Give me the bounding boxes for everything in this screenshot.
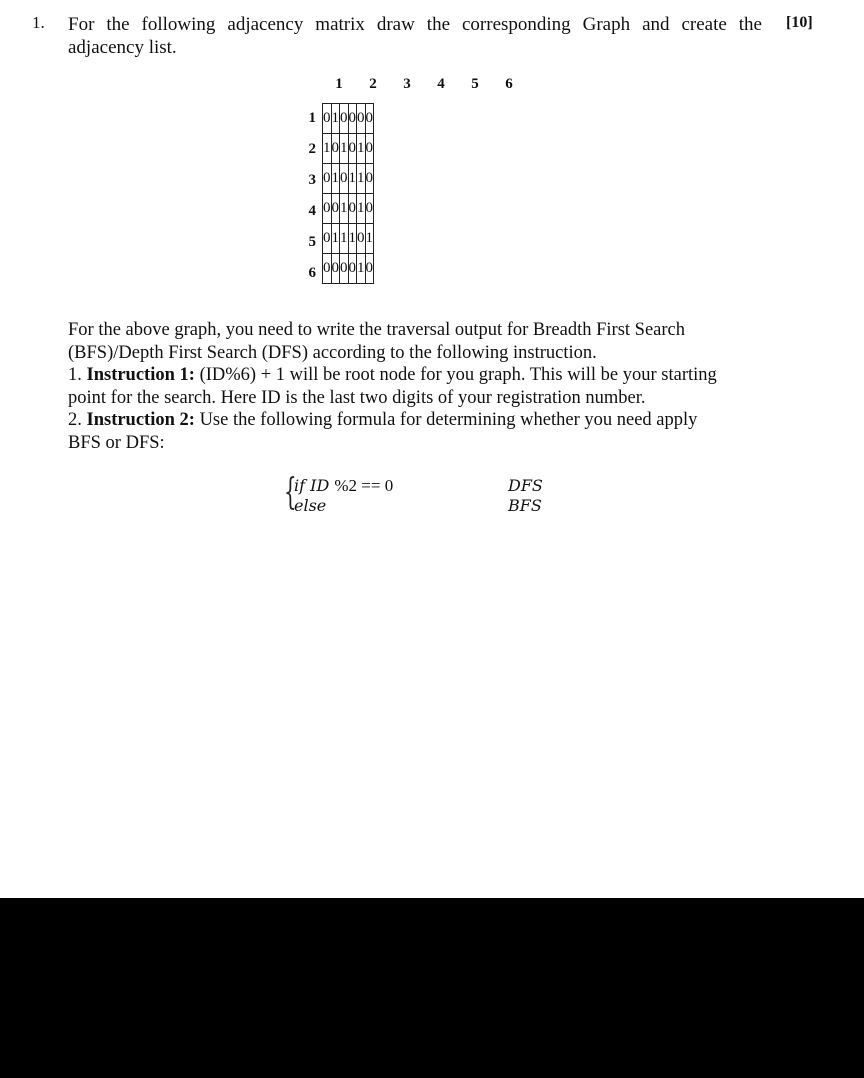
matrix-row-header: 1 (308, 110, 316, 126)
matrix-cell: 1 (323, 134, 332, 164)
matrix-column-header: 3 (403, 76, 411, 92)
question-text: For the following adjacency matrix draw the corresponding Graph and create the adjacency list. (68, 14, 762, 58)
matrix-column-header: 2 (369, 76, 377, 92)
formula-condition: %2 == 0 (334, 476, 394, 495)
matrix-cell: 1 (340, 194, 349, 224)
matrix-cell: 1 (331, 224, 340, 254)
matrix-row (323, 134, 374, 164)
matrix-cell: 0 (323, 254, 332, 284)
matrix-row (323, 104, 374, 134)
instructions-line-1: For the above graph, you need to write the traversal output for Breadth First Search (68, 320, 686, 340)
matrix-row-header: 3 (308, 172, 316, 188)
instruction-1-text-a: (ID%6) + 1 will be root node for you graph. This will be your starting (194, 365, 717, 385)
matrix-row (323, 254, 374, 284)
matrix-cell: 1 (340, 224, 349, 254)
matrix-row (323, 194, 374, 224)
matrix-cell: 1 (357, 134, 366, 164)
matrix-cell: 1 (357, 254, 366, 284)
matrix-cell: 0 (365, 164, 374, 194)
formula-if-case (294, 476, 393, 496)
instruction-2-prefix: 2. (68, 410, 87, 430)
matrix-cell: 1 (357, 194, 366, 224)
matrix-cell: 1 (348, 224, 357, 254)
matrix-cell: 1 (331, 164, 340, 194)
matrix-cell: 1 (331, 104, 340, 134)
matrix-cell: 0 (323, 194, 332, 224)
matrix-cell: 0 (348, 104, 357, 134)
instruction-1-text-b: point for the search. Here ID is the last two digits of your registration number. (68, 387, 646, 408)
formula-if-result: DFS (508, 476, 543, 495)
matrix-cell: 1 (365, 224, 374, 254)
formula-if-text: if ID (294, 476, 335, 495)
left-brace: { (284, 472, 297, 513)
matrix-cell: 0 (348, 134, 357, 164)
matrix-row-header: 2 (308, 141, 316, 157)
instruction-2-label: Instruction 2: (86, 410, 195, 430)
matrix-cell: 0 (365, 194, 374, 224)
instruction-2 (68, 409, 768, 432)
matrix-cell: 1 (340, 134, 349, 164)
formula-else-result: BFS (508, 496, 542, 515)
matrix-grid (322, 103, 374, 284)
formula-else-case: else (294, 496, 327, 515)
matrix-row-header: 6 (308, 265, 316, 281)
instructions-paragraph (68, 319, 768, 454)
question-marks: [10] (786, 14, 813, 31)
instruction-1-prefix: 1. (68, 365, 87, 385)
matrix-column-header: 6 (505, 76, 513, 92)
instruction-1-label: Instruction 1: (86, 365, 195, 385)
matrix-cell: 0 (331, 254, 340, 284)
matrix-cell: 1 (348, 164, 357, 194)
matrix-column-header: 1 (335, 76, 343, 92)
matrix-cell: 0 (357, 104, 366, 134)
piecewise-formula (284, 474, 584, 524)
matrix-cell: 0 (365, 134, 374, 164)
matrix-cell: 0 (323, 104, 332, 134)
matrix-cell: 0 (323, 164, 332, 194)
matrix-row (323, 224, 374, 254)
matrix-cell: 0 (340, 254, 349, 284)
question-number: 1. (32, 13, 45, 32)
matrix-column-header: 5 (471, 76, 479, 92)
matrix-cell: 0 (357, 224, 366, 254)
matrix-cell: 0 (331, 134, 340, 164)
matrix-cell: 0 (365, 254, 374, 284)
matrix-cell: 0 (340, 104, 349, 134)
matrix-row-header: 5 (308, 234, 316, 250)
black-band (0, 898, 864, 1078)
instructions-line-2: (BFS)/Depth First Search (DFS) according to the following instruction. (68, 342, 597, 363)
matrix-row (323, 164, 374, 194)
matrix-column-header: 4 (437, 76, 445, 92)
matrix-cell: 0 (323, 224, 332, 254)
instruction-2-text-a: Use the following formula for determining whether you need apply (194, 410, 698, 430)
instruction-1 (68, 364, 768, 387)
matrix-column-headers (322, 76, 532, 96)
matrix-row-header: 4 (308, 203, 316, 219)
matrix-cell: 0 (348, 194, 357, 224)
matrix-cell: 0 (340, 164, 349, 194)
matrix-cell: 0 (365, 104, 374, 134)
matrix-cell: 0 (348, 254, 357, 284)
instruction-2-text-b: BFS or DFS: (68, 432, 165, 453)
matrix-cell: 1 (357, 164, 366, 194)
matrix-cell: 0 (331, 194, 340, 224)
